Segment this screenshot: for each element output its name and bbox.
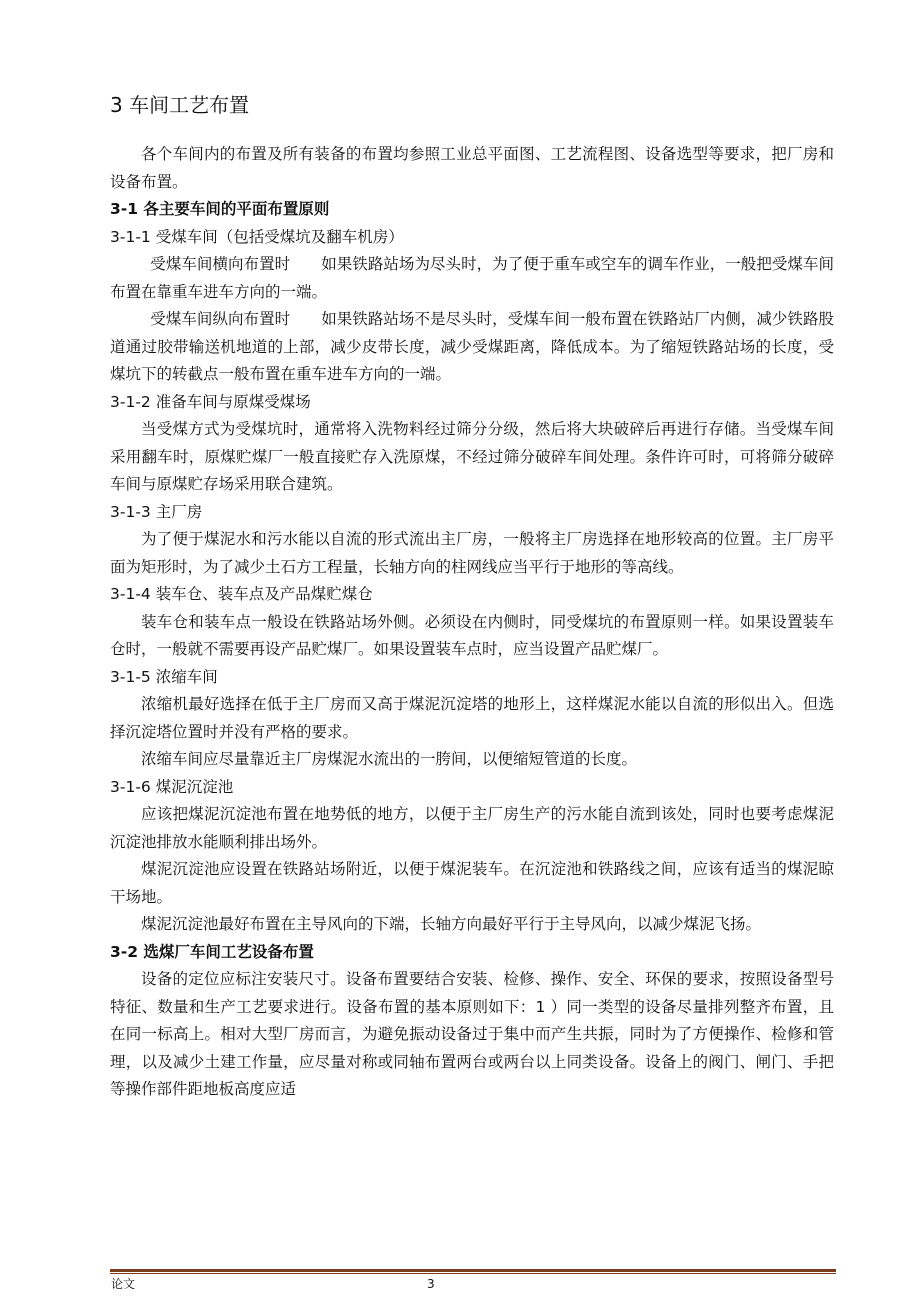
subsection-heading-3-1-5: 3-1-5 浓缩车间 xyxy=(110,667,218,686)
subsection-heading-3-1-1: 3-1-1 受煤车间（包括受煤坑及翻车机房） xyxy=(110,227,404,246)
paragraph-3-2: 设备的定位应标注安装尺寸。设备布置要结合安装、检修、操作、安全、环保的要求，按照设备型号特征、数量和生产工艺要求进行。设备布置的基本原则如下：1 ）同一类型的设备尽量排列整齐布置，且在同一标高上。相对大型厂房而言，为避免振动设备过于集中而产生共振，同时为了方便操作、检修和管理，以及减少土建工作量，应尽量对称或同轴布置两台或两台以上同类设备。设备上的阀门、闸门、手把等操作部件距地板高度应适 xyxy=(110,970,834,1098)
subsection-heading-3-1-3: 3-1-3 主厂房 xyxy=(110,502,203,521)
page-number: 3 xyxy=(427,1277,435,1291)
paragraph-3-1-6-c: 煤泥沉淀池最好布置在主导风向的下端，长轴方向最好平行于主导风向，以减少煤泥飞扬。 xyxy=(141,915,762,933)
footer-divider-thin xyxy=(110,1273,836,1274)
section-heading-3-2: 3-2 选煤厂车间工艺设备布置 xyxy=(110,942,314,961)
paragraph-3-1-6-b: 煤泥沉淀池应设置在铁路站场附近，以便于煤泥装车。在沉淀池和铁路线之间，应该有适当的煤泥晾干场地。 xyxy=(110,860,834,906)
subsection-heading-3-1-4: 3-1-4 装车仓、装车点及产品煤贮煤仓 xyxy=(110,585,373,603)
subsection-heading-3-1-6: 3-1-6 煤泥沉淀池 xyxy=(110,777,234,796)
paragraph-3-1-1-a: 受煤车间横向布置时 如果铁路站场为尽头时，为了便于重车或空车的调车作业，一般把受煤车间布置在靠重车进车方向的一端。 xyxy=(110,255,834,301)
intro-paragraph: 各个车间内的布置及所有装备的布置均参照工业总平面图、工艺流程图、设备选型等要求，把厂房和设备布置。 xyxy=(110,145,834,191)
footer-label: 论文 xyxy=(111,1277,136,1291)
paragraph-3-1-1-b: 受煤车间纵向布置时 如果铁路站场不是尽头时，受煤车间一般布置在铁路站厂内侧，减少铁路股道通过胶带输送机地道的上部，减少皮带长度，减少受煤距离，降低成本。为了缩短铁路站场的长度，受煤坑下的转截点一般布置在重车进车方向的一端。 xyxy=(110,310,834,383)
paragraph-3-1-3: 为了便于煤泥水和污水能以自流的形式流出主厂房，一般将主厂房选择在地形较高的位置。主厂房平面为矩形时，为了减少土石方工程量，长轴方向的柱网线应当平行于地形的等高线。 xyxy=(110,530,834,576)
document-body xyxy=(110,90,834,1104)
paragraph-3-1-4: 装车仓和装车点一般设在铁路站场外侧。必须设在内侧时，同受煤坑的布置原则一样。如果设置装车仓时，一般就不需要再设产品贮煤厂。如果设置装车点时，应当设置产品贮煤厂。 xyxy=(110,612,834,658)
paragraph-3-1-5-b: 浓缩车间应尽量靠近主厂房煤泥水流出的一胯间，以便缩短管道的长度。 xyxy=(141,750,638,768)
section-heading-3-1: 3-1 各主要车间的平面布置原则 xyxy=(110,200,330,218)
subsection-heading-3-1-2: 3-1-2 准备车间与原煤受煤场 xyxy=(110,392,311,411)
paragraph-3-1-5-a: 浓缩机最好选择在低于主厂房而又高于煤泥沉淀塔的地形上，这样煤泥水能以自流的形似出入。但选择沉淀塔位置时并没有严格的要求。 xyxy=(110,695,834,741)
paragraph-3-1-6-a: 应该把煤泥沉淀池布置在地势低的地方，以便于主厂房生产的污水能自流到该处，同时也要考虑煤泥沉淀池排放水能顺利排出场外。 xyxy=(110,805,834,851)
paragraph-3-1-2: 当受煤方式为受煤坑时，通常将入洗物料经过筛分分级，然后将大块破碎后再进行存储。当受煤车间采用翻车时，原煤贮煤厂一般直接贮存入洗原煤，不经过筛分破碎车间处理。条件许可时，可将筛分破碎车间与原煤贮存场采用联合建筑。 xyxy=(110,420,834,493)
chapter-title: 3 车间工艺布置 xyxy=(110,93,250,117)
footer-divider xyxy=(110,1269,836,1272)
